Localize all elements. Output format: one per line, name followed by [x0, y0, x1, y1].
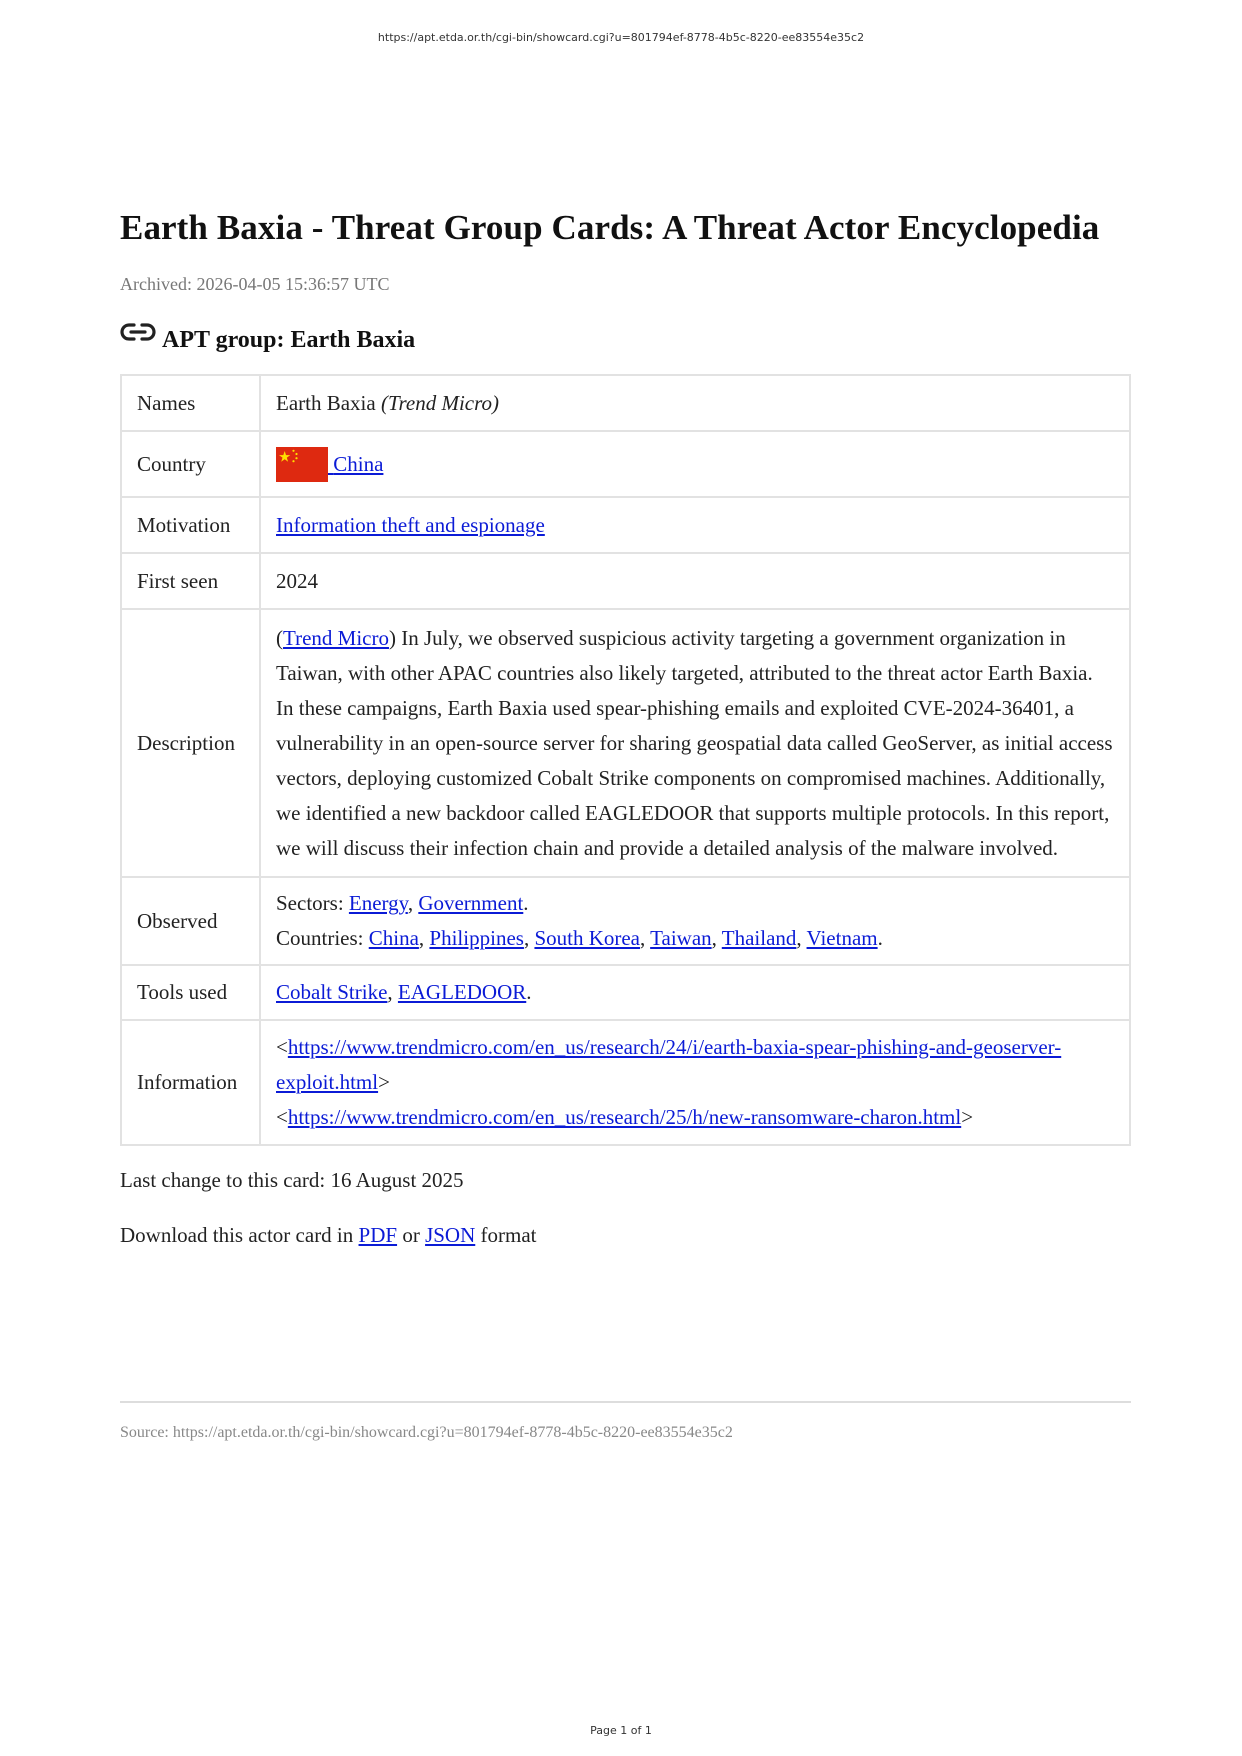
page-content: [120, 208, 1130, 1248]
pdf-link[interactable]: PDF: [358, 1223, 398, 1247]
description-value: [260, 609, 1130, 877]
observed-sectors: Sectors: Energy, Government.: [276, 891, 529, 915]
first-seen-label: First seen: [121, 553, 260, 609]
table-row-first-seen: [121, 553, 1130, 609]
sector-link[interactable]: Energy: [348, 891, 408, 915]
observed-label: Observed: [121, 877, 260, 965]
motivation-label: Motivation: [121, 497, 260, 553]
names-name: Earth Baxia: [276, 390, 376, 415]
names-label: Names: [121, 375, 260, 431]
source-line: Source: https://apt.etda.or.th/cgi-bin/showcard.cgi?u=801794ef-8778-4b5c-8220-ee83554e35c2: [120, 1424, 733, 1441]
table-row-names: [121, 375, 1130, 431]
tool-link[interactable]: EAGLEDOOR: [397, 980, 527, 1004]
header-url: https://apt.etda.or.th/cgi-bin/showcard.cgi?u=801794ef-8778-4b5c-8220-ee83554e35c2: [377, 31, 865, 44]
tools-label: Tools used: [121, 965, 260, 1020]
tool-link[interactable]: Cobalt Strike: [276, 980, 388, 1004]
info-link-line: <https://www.trendmicro.com/en_us/research/25/h/new-ransomware-charon.html>: [276, 1105, 974, 1129]
actor-card-table: [120, 374, 1131, 1146]
json-link[interactable]: JSON: [425, 1223, 476, 1247]
tools-value: Cobalt Strike, EAGLEDOOR.: [260, 965, 1130, 1020]
table-row-tools: [121, 965, 1130, 1020]
description-open-paren: (: [276, 626, 283, 650]
first-seen-value: 2024: [260, 553, 1130, 609]
table-row-motivation: [121, 497, 1130, 553]
download-or: or: [397, 1223, 426, 1247]
download-suffix: format: [475, 1223, 537, 1247]
information-value: [260, 1020, 1130, 1145]
download-prefix: Download this actor card in: [120, 1223, 359, 1247]
sectors-prefix: Sectors:: [276, 891, 349, 915]
table-row-observed: [121, 877, 1130, 965]
table-row-country: [121, 431, 1130, 497]
info-link[interactable]: https://www.trendmicro.com/en_us/research/25/h/new-ransomware-charon.html: [287, 1105, 962, 1129]
information-label: Information: [121, 1020, 260, 1145]
country-value: [260, 431, 1130, 497]
country-name: China: [333, 451, 384, 476]
sector-link[interactable]: Government: [418, 891, 524, 915]
china-flag-icon: [276, 447, 328, 482]
page-title: Earth Baxia - Threat Group Cards: A Threat Actor Encyclopedia: [120, 208, 1100, 247]
country-observed-link[interactable]: China: [368, 926, 419, 950]
countries-prefix: Countries:: [276, 926, 369, 950]
country-observed-link[interactable]: Vietnam: [806, 926, 878, 950]
apt-group-heading: [120, 325, 1130, 356]
observed-value: [260, 877, 1130, 965]
country-link[interactable]: [276, 452, 383, 476]
apt-group-title: APT group: Earth Baxia: [162, 327, 416, 353]
observed-countries: Countries: China, Philippines, South Korea, Taiwan, Thailand, Vietnam.: [276, 926, 883, 950]
description-text: ) In July, we observed suspicious activity targeting a government organization in Taiwan, with other APAC countries also likely targeted, attributed to the threat actor Earth Baxia. In these campaigns, Earth Baxia used spear-phishing emails and exploited CVE-2024-36401, a vulnerability in an open-source server for sharing geospatial data called GeoServer, as initial access vectors, deploying customized Cobalt Strike components on compromised machines. Additionally, we identified a new backdoor called EAGLEDOOR that supports multiple protocols. In this report, we will discuss their infection chain and provide a detailed analysis of the malware involved.: [276, 626, 1113, 860]
last-change: Last change to this card: 16 August 2025: [120, 1168, 464, 1192]
table-row-information: [121, 1020, 1130, 1145]
link-icon[interactable]: [120, 325, 162, 356]
country-observed-link[interactable]: South Korea: [534, 926, 641, 950]
description-source-link[interactable]: Trend Micro: [283, 626, 389, 650]
names-value: [260, 375, 1130, 431]
description-label: Description: [121, 609, 260, 877]
country-observed-link[interactable]: Philippines: [429, 926, 524, 950]
info-link-line: <https://www.trendmicro.com/en_us/research/24/i/earth-baxia-spear-phishing-and-geoserver-exploit.html>: [276, 1035, 1062, 1094]
download-line: [120, 1223, 1130, 1248]
page-number: Page 1 of 1: [590, 1724, 652, 1737]
motivation-link[interactable]: Information theft and espionage: [276, 512, 545, 537]
archived-timestamp: Archived: 2026-04-05 15:36:57 UTC: [120, 274, 390, 294]
country-observed-link[interactable]: Taiwan: [650, 926, 712, 950]
table-row-description: [121, 609, 1130, 877]
country-observed-link[interactable]: Thailand: [721, 926, 797, 950]
divider: [120, 1401, 1131, 1403]
info-link[interactable]: https://www.trendmicro.com/en_us/research/24/i/earth-baxia-spear-phishing-and-geoserver-exploit.html: [276, 1035, 1062, 1094]
names-source: (Trend Micro): [380, 390, 499, 415]
country-label: Country: [121, 431, 260, 497]
